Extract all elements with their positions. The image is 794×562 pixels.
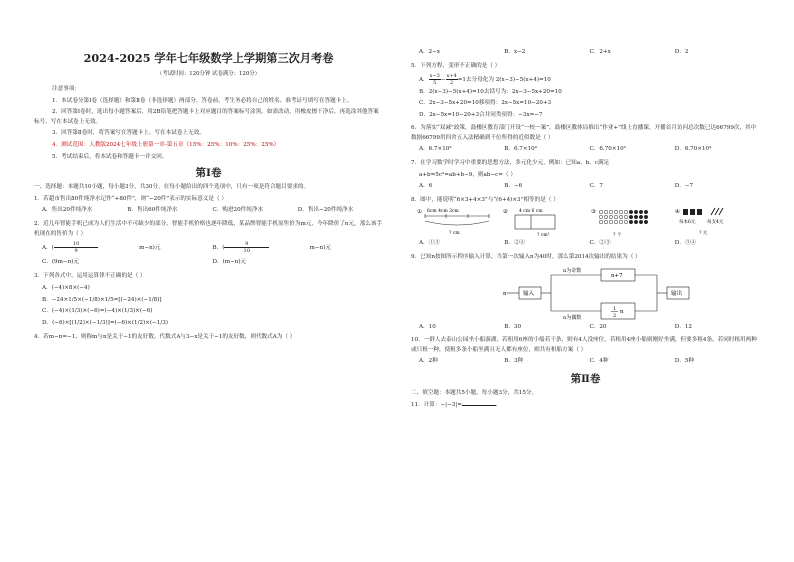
q8-figures bbox=[415, 207, 755, 239]
q8-fig2-dims: 4 cm 6 cm bbox=[519, 209, 543, 215]
q5-a-fraction-1: $\frac{x-3}{5}$ bbox=[429, 73, 440, 87]
notes-heading: 注意事项： bbox=[52, 86, 80, 92]
q4-stem: 4．若m−n=−1，则称m与n是关于−1的友好数。代数式A与3−x是关于−1的友好数，则代数式A为（ ） bbox=[34, 334, 296, 341]
q6-option-b: B．6.7×10⁴ bbox=[504, 146, 537, 153]
q2-a-fraction: $\frac{10}{9}$ bbox=[54, 241, 139, 254]
book-icon bbox=[697, 209, 702, 215]
q6-option-a: A．6.7×10³ bbox=[419, 146, 452, 153]
q9-option-d: D．12 bbox=[674, 323, 692, 330]
q8-option-b: B．②④ bbox=[504, 240, 526, 247]
dot bbox=[624, 216, 628, 220]
dot bbox=[619, 221, 623, 225]
dot bbox=[624, 211, 628, 215]
exam-title: 2024-2025 学年七年级数学上学期第三次月考卷 bbox=[83, 51, 334, 65]
dot bbox=[629, 221, 633, 225]
dot bbox=[604, 216, 608, 220]
q8-fig4-question: ? 元 bbox=[699, 231, 708, 237]
right-page bbox=[397, 0, 794, 562]
q8-fig1-label: ① bbox=[417, 209, 422, 216]
dot bbox=[599, 216, 603, 220]
q9-even-label: n为偶数 bbox=[563, 314, 582, 321]
q4-option-a: A．2−x bbox=[419, 49, 441, 55]
dot bbox=[599, 211, 603, 215]
q2-option-a: A．( $\frac{10}{9}$ m−n)元 bbox=[42, 241, 161, 255]
dot bbox=[634, 216, 638, 220]
q8-fig1-brace bbox=[425, 221, 489, 225]
q5-option-a: A． $\frac{x-3}{5}$ − $\frac{x+4}{2}$ =1去分母化为 2(x−3)−5(x+4)=10 bbox=[419, 73, 551, 87]
q9-option-b: B．30 bbox=[504, 323, 522, 330]
q1-option-a: A．售出20件纯净水 bbox=[42, 207, 93, 214]
q2-option-c: C．(9m−n)元 bbox=[42, 259, 79, 266]
dot bbox=[614, 211, 618, 215]
q8-fig3-label: ③ bbox=[591, 209, 596, 216]
q9-half-den: 2 bbox=[613, 312, 617, 319]
q9-flowchart bbox=[411, 265, 751, 321]
q9-output: 输出 bbox=[671, 290, 683, 297]
q2-option-d: D．(m−n)元 bbox=[212, 259, 247, 266]
q11-tail: ． bbox=[495, 401, 502, 408]
q2-option-b: B．( $\frac{9}{10}$ m−n)元 bbox=[212, 241, 332, 255]
q8-fig2-label: ② bbox=[503, 209, 508, 216]
q1-option-c: C．购进20件纯净水 bbox=[212, 207, 264, 214]
dot bbox=[644, 221, 648, 225]
q7-stem: 7．在学习数学时学习中重要的思想方法，多元化少元，例如：已知a、b、c满足 bbox=[411, 159, 610, 166]
book-icon bbox=[690, 209, 695, 215]
q1-option-b: B．售出60件纯净水 bbox=[127, 207, 178, 214]
q11-answer-blank bbox=[462, 405, 496, 406]
q6-stem: 6．为落实“双减”政策，鼓楼区教育部门开设“一校一案”，鼓楼区教体局推出“作业+”线上直播课，开播首月访问总次数已达66799次，其中数据66799用四舍五入法精确到千位所得的近似数是（ ） bbox=[411, 125, 757, 141]
pencil-icon bbox=[711, 208, 715, 215]
q8-fig2-question: ? cm² bbox=[537, 233, 550, 239]
dot bbox=[614, 216, 618, 220]
q10-option-b: B．3种 bbox=[504, 358, 524, 365]
q7-option-a: A．6 bbox=[419, 183, 433, 190]
dot bbox=[599, 221, 603, 225]
q8-fig1-question: ? cm bbox=[449, 231, 460, 237]
note-5: 5．考试结束后，将本试卷和答题卡一并交回。 bbox=[52, 153, 168, 160]
q8-options bbox=[419, 239, 760, 249]
note-1: 1．本试卷分第Ⅰ卷（选择题）和第Ⅱ卷（非选择题）两部分。答卷前，考生务必将自己的姓名、准考证号填写在答题卡上。 bbox=[52, 97, 353, 104]
dot bbox=[629, 216, 633, 220]
q2-options-ab bbox=[42, 241, 383, 254]
q9-add: n+7 bbox=[611, 272, 623, 279]
dot bbox=[609, 211, 613, 215]
q7-line2: a+b=5c²=ab+b−9，则ab−c=（ ） bbox=[419, 171, 516, 178]
q1-options bbox=[42, 206, 383, 216]
q6-option-d: D．6.70×10⁴ bbox=[674, 146, 712, 153]
q9-option-c: C．20 bbox=[589, 323, 607, 330]
q4-options bbox=[419, 48, 760, 58]
q11-stem: 11．计算：−|−3|= bbox=[411, 401, 462, 408]
dot bbox=[634, 211, 638, 215]
q3-option-d: D．(−6)×[(1/2)×(−1/3)]=(−6)×(1/2)×(−1/3) bbox=[42, 319, 168, 326]
q9-n-variable: n bbox=[503, 290, 507, 297]
q8-fig1-dims: 6cm 4cm 3cm bbox=[427, 209, 459, 215]
q4-option-c: C．2+x bbox=[589, 49, 611, 55]
q3-option-a: A．(−4)×8×(−4) bbox=[42, 285, 90, 292]
dot bbox=[619, 211, 623, 215]
q1-stem: 1．若超市售出80件纯净水记作“+80件”，则“−20件”表示的实际意义是（ ） bbox=[34, 195, 227, 202]
dot bbox=[634, 221, 638, 225]
q8-fig2-rect bbox=[515, 215, 555, 229]
dot bbox=[604, 211, 608, 215]
q10-option-d: D．5种 bbox=[674, 358, 694, 365]
q3-option-c: C．(−4)×(1/3)×(−6)=(−4)×(1/3)×(−6) bbox=[42, 308, 153, 315]
dot bbox=[644, 211, 648, 215]
exam-subtitle: （考试时间：120分钟 试卷满分：120分） bbox=[156, 71, 261, 77]
dot bbox=[624, 221, 628, 225]
dot bbox=[614, 221, 618, 225]
q2-b-fraction: $\frac{9}{10}$ bbox=[224, 241, 309, 254]
pencil-icon bbox=[715, 208, 719, 215]
part2-instruction: 二、填空题：本题共5小题，每小题3分，共15分。 bbox=[411, 389, 538, 396]
q11-line bbox=[411, 401, 760, 411]
dot bbox=[639, 221, 643, 225]
dot bbox=[619, 216, 623, 220]
q10-stem: 10．一群人去泰山公园坐小船游湖，若租用6座的小船若干条，则有4人没座位，若租用4座小船则刚好坐满，但要多租4条，若同时租用两种或只租一种，使租多条小船坐满且无人都有座位，则共有租船方案（ ） bbox=[411, 337, 757, 353]
q10-options bbox=[419, 357, 760, 367]
pencil-icon bbox=[719, 208, 723, 215]
dot bbox=[639, 211, 643, 215]
q7-option-c: C．7 bbox=[589, 183, 603, 190]
q2-options-cd bbox=[42, 258, 383, 268]
q5-option-d: D．2x−5x=10−20+3合并同类项得：−3x=−7 bbox=[419, 111, 543, 118]
dot bbox=[639, 216, 643, 220]
q8-fig3-question: ? 个 bbox=[613, 233, 622, 239]
q8-option-a: A．①③ bbox=[419, 240, 440, 247]
note-2: 2．回答第Ⅰ卷时，选出每小题答案后，用2B铅笔把答题卡上对应题目的答案标号涂黑。如需改动，用橡皮擦干净后，再选涂其他答案标号。写在本试卷上无效。 bbox=[34, 109, 379, 125]
q5-option-c: C．2x−3−5x+20=10移项得：2x−5x=10−20+3 bbox=[419, 100, 552, 107]
note-4: 4．测试范围：人教版2024七年级上册第一章-第五章（15%：25%：10%：25%：25%） bbox=[52, 141, 280, 148]
q8-option-c: C．②③ bbox=[589, 240, 611, 247]
q7-option-d: D．−7 bbox=[674, 183, 694, 190]
book-icon bbox=[683, 209, 688, 215]
q5-stem: 5．下列方程，变形不正确的是（ ） bbox=[411, 62, 501, 69]
part1-instruction: 一、选择题：本题共10小题，每小题3分，共30分。在每小题给出的四个选项中，只有一项是符合题目要求的。 bbox=[34, 184, 310, 191]
q8-fig4-label: ④ bbox=[675, 209, 680, 216]
q7-options bbox=[419, 182, 760, 192]
q9-input: 输入 bbox=[523, 290, 535, 297]
q8-fig4-left: 每本6元 bbox=[679, 220, 696, 226]
q9-half-box bbox=[601, 303, 635, 319]
q9-option-a: A．10 bbox=[419, 323, 436, 330]
dot bbox=[609, 221, 613, 225]
part1-title: 第Ⅰ卷 bbox=[195, 167, 222, 180]
note-3: 3．回答第Ⅱ卷时，将答案写在答题卡上。写在本试卷上无效。 bbox=[52, 130, 205, 137]
q4-option-b: B．x−2 bbox=[504, 49, 526, 55]
dot bbox=[629, 211, 633, 215]
q8-fig3-dots bbox=[599, 211, 648, 225]
dot bbox=[609, 216, 613, 220]
q9-half-var: n bbox=[620, 308, 624, 315]
q7-option-b: B．−6 bbox=[504, 183, 523, 190]
dot bbox=[604, 221, 608, 225]
q2-stem: 2．近几年智能手机已成为人们生活中不可缺少的部分，智能手机价格也逐年降低，某品牌智能手机原售价为m元，今年降价了n元，那么该手机现在的售价为（ ） bbox=[34, 220, 383, 237]
q8-fig4-right: 每支4元 bbox=[707, 220, 724, 226]
q9-options bbox=[419, 323, 760, 333]
dot bbox=[644, 216, 648, 220]
q5-a-fraction-2: $\frac{x+4}{2}$ bbox=[446, 73, 457, 87]
q6-option-c: C．6.70×10³ bbox=[589, 146, 626, 153]
q8-option-d: D．③④ bbox=[674, 240, 697, 247]
q3-stem: 3．下列各式中，运用运算律不正确的是（ ） bbox=[34, 272, 146, 279]
q9-stem: 9．已知n按图所示程序输入计算，当第一次输入n为40时，那么第2014次输出的结果为（ ） bbox=[411, 253, 641, 260]
q9-half-num: 1 bbox=[613, 305, 617, 312]
q5-option-b: B．2(x−3)−5(x+4)=10去括号为：2x−3−5x+20=10 bbox=[419, 88, 562, 95]
q9-odd-label: n为奇数 bbox=[563, 267, 582, 274]
q10-option-c: C．4种 bbox=[589, 358, 609, 365]
q4-option-d: D．2 bbox=[674, 49, 689, 55]
q8-stem: 8．图中，能说明“6×3+4×3”与“(6+4)×3”相等的是（ ） bbox=[411, 196, 559, 203]
q6-options bbox=[419, 145, 760, 155]
part2-title: 第Ⅱ卷 bbox=[570, 372, 601, 385]
q1-option-d: D．售出−20件纯净水 bbox=[297, 207, 354, 214]
q10-option-a: A．2种 bbox=[419, 358, 438, 365]
q3-option-b: B．−24×1/5×(−1/8)×1/5=[(−24)×(−1/8)] bbox=[42, 296, 162, 303]
